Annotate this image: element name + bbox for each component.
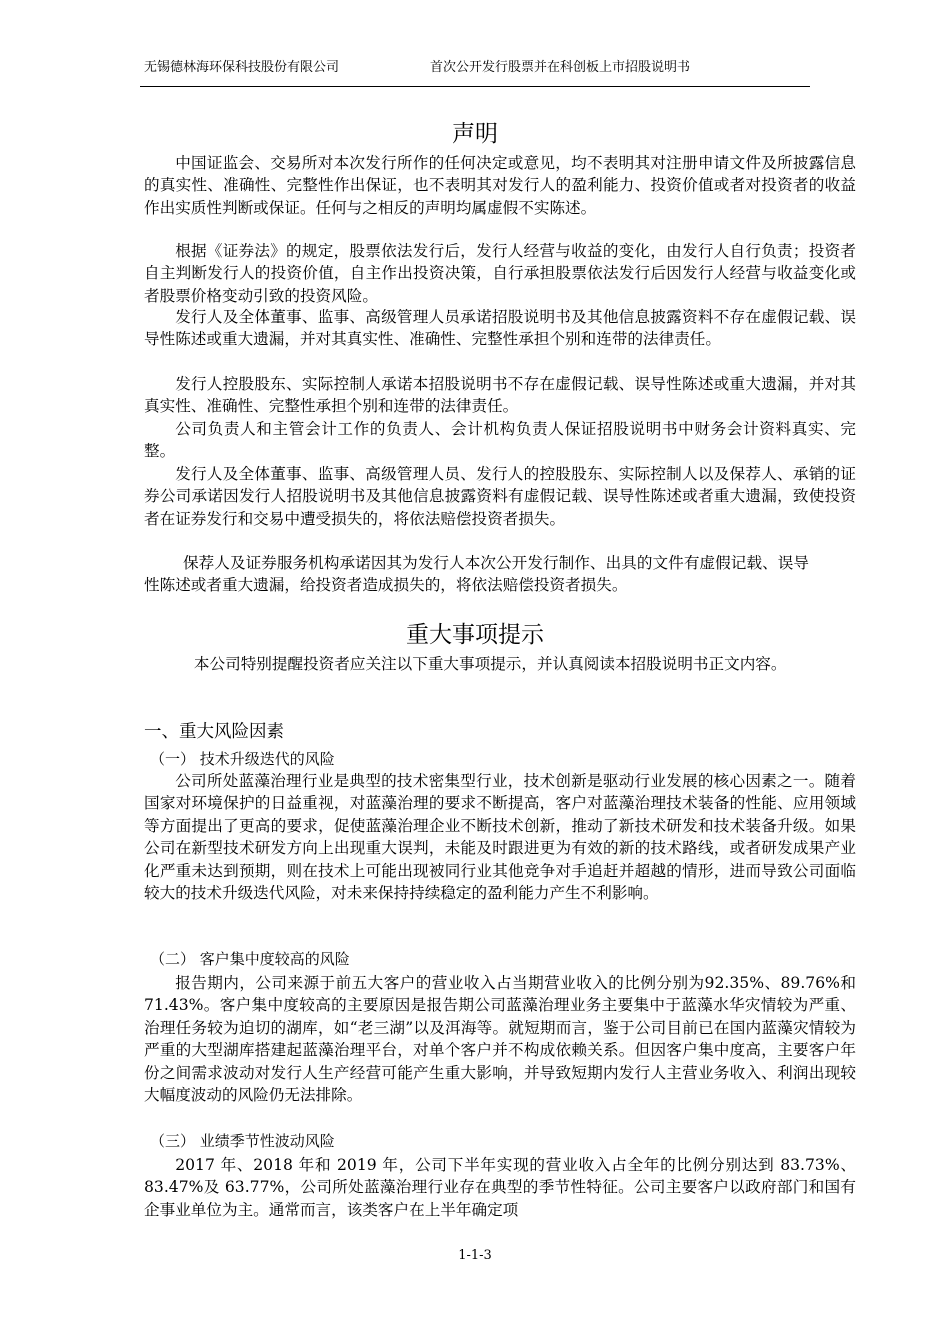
declaration-paragraph-4: 发行人控股股东、实际控制人承诺本招股说明书不存在虚假记载、误导性陈述或重大遗漏，并对其真实性、准确性、完整性承担个别和连带的法律责任。 (144, 375, 856, 416)
declaration-paragraph-5: 公司负责人和主管会计工作的负责人、会计机构负责人保证招股说明书中财务会计资料真实、完整。 (144, 420, 856, 461)
declaration-paragraph-3: 发行人及全体董事、监事、高级管理人员承诺招股说明书及其他信息披露资料不存在虚假记载、误导性陈述或重大遗漏，并对其真实性、准确性、完整性承担个别和连带的法律责任。 (144, 308, 856, 349)
major-matters-title: 重大事项提示 (406, 622, 544, 648)
risk-text-customer-concentration: 报告期内，公司来源于前五大客户的营业收入占当期营业收入的比例分别为92.35%、89.76%和 71.43%。客户集中度较高的主要原因是报告期公司蓝藻治理业务主要集中于蓝藻水华灾情较为严重、治理任务较为迫切的湖库，如“老三湖”以及洱海等。就短期而言，鉴于公司目前已在国内蓝藻灾情较为严重的大型湖库搭建起蓝藻治理平台，对单个客户并不构成依赖关系。但因客户集中度高，主要客户年份之间需求波动对发行人生产经营可能产生重大影响，并导致短期内发行人主营业务收入、利润出现较大幅度波动的风险仍无法排除。 (144, 974, 856, 1105)
page-number: 1-1-3 (458, 1248, 492, 1263)
declaration-paragraph-1: 中国证监会、交易所对本次发行所作的任何决定或意见，均不表明其对注册申请文件及所披露信息的真实性、准确性、完整性作出保证，也不表明其对发行人的盈利能力、投资价值或者对投资者的收益作出实质性判断或保证。任何与之相反的声明均属虚假不实陈述。 (144, 154, 856, 217)
risk-text-technology: 公司所处蓝藻治理行业是典型的技术密集型行业，技术创新是驱动行业发展的核心因素之一。随着国家对环境保护的日益重视，对蓝藻治理的要求不断提高，客户对蓝藻治理技术装备的性能、应用领域等方面提出了更高的要求，促使蓝藻治理企业不断技术创新，推动了新技术研发和技术装备升级。如果公司在新型技术研发方向上出现重大误判，未能及时跟进更为有效的新的技术路线，或者研发成果产业化严重未达到预期，则在技术上可能出现被同行业其他竞争对手追赶并超越的情形，进而导致公司面临较大的技术升级迭代风险，对未来保持持续稳定的盈利能力产生不利影响。 (144, 772, 856, 903)
header-document-title: 首次公开发行股票并在科创板上市招股说明书 (430, 60, 691, 75)
declaration-paragraph-6: 发行人及全体董事、监事、高级管理人员、发行人的控股股东、实际控制人以及保荐人、承销的证券公司承诺因发行人招股说明书及其他信息披露资料有虚假记载、误导性陈述或者重大遗漏，致使投资者在证券发行和交易中遭受损失的，将依法赔偿投资者损失。 (144, 465, 856, 528)
declaration-paragraph-7: 保荐人及证券服务机构承诺因其为发行人本次公开发行制作、出具的文件有虚假记载、误导性陈述或者重大遗漏，给投资者造成损失的，将依法赔偿投资者损失。 (144, 554, 809, 595)
risk-heading-technology: （一） 技术升级迭代的风险 (150, 750, 335, 768)
declaration-paragraph-2: 根据《证券法》的规定，股票依法发行后，发行人经营与收益的变化，由发行人自行负责；投资者自主判断发行人的投资价值，自主作出投资决策，自行承担股票依法发行后因发行人经营与收益变化或者股票价格变动引致的投资风险。 (144, 242, 856, 305)
declaration-title: 声明 (452, 121, 498, 147)
risk-text-seasonality: 2017 年、2018 年和 2019 年，公司下半年实现的营业收入占全年的比例分别达到 83.73%、83.47%及 63.77%，公司所处蓝藻治理行业存在典型的季节性特征。公司主要客户以政府部门和国有企事业单位为主。通常而言，该类客户在上半年确定项 (144, 1156, 856, 1219)
major-matters-intro: 本公司特别提醒投资者应关注以下重大事项提示，并认真阅读本招股说明书正文内容。 (193, 655, 787, 673)
risk-section-heading: 一、重大风险因素 (144, 722, 284, 742)
header-company: 无锡德林海环保科技股份有限公司 (144, 60, 340, 75)
header-divider (140, 86, 810, 87)
risk-heading-customer-concentration: （二） 客户集中度较高的风险 (150, 950, 350, 968)
risk-heading-seasonality: （三） 业绩季节性波动风险 (150, 1132, 335, 1150)
